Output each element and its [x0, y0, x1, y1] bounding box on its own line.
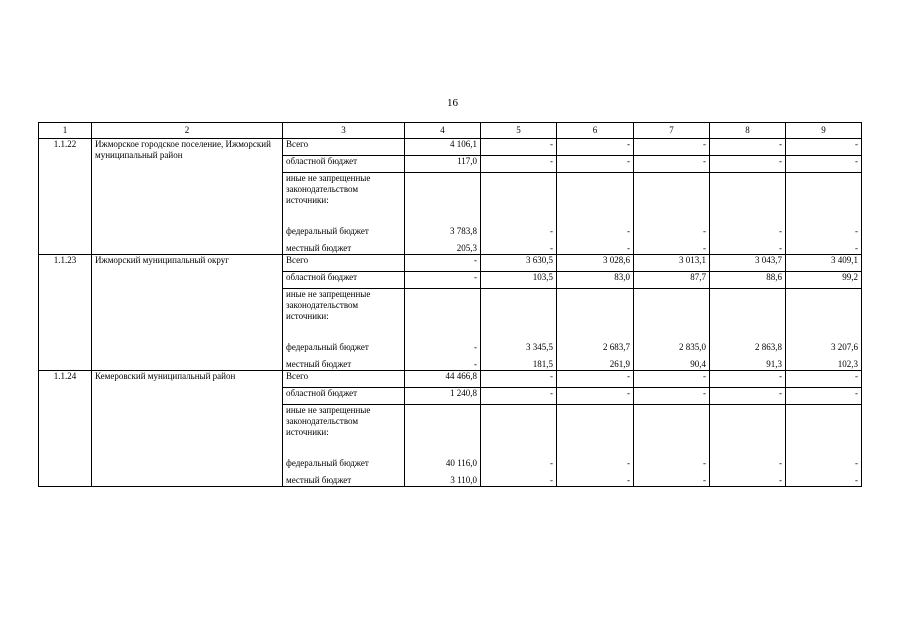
column-header: 1	[39, 123, 92, 139]
value-cell: -	[405, 272, 481, 289]
value-cell	[710, 405, 786, 452]
value-cell: 4 106,1	[405, 139, 481, 156]
value-cell: -	[710, 451, 786, 469]
value-cell	[557, 405, 634, 452]
item-code: 1.1.24	[39, 371, 92, 487]
value-cell: -	[481, 469, 557, 487]
value-cell: -	[557, 451, 634, 469]
value-cell: 3 028,6	[557, 255, 634, 272]
value-cell: 88,6	[710, 272, 786, 289]
funding-source-label: местный бюджет	[283, 237, 405, 255]
value-cell: 44 466,8	[405, 371, 481, 388]
value-cell: 90,4	[634, 353, 710, 371]
column-header: 5	[481, 123, 557, 139]
funding-source-label: иные не запрещенные законодательством источники:	[283, 173, 405, 220]
value-cell: -	[710, 388, 786, 405]
value-cell: -	[634, 451, 710, 469]
funding-source-label: иные не запрещенные законодательством источники:	[283, 405, 405, 452]
value-cell	[405, 289, 481, 336]
value-cell: 3 630,5	[481, 255, 557, 272]
row-total	[39, 139, 862, 156]
row-total	[39, 371, 862, 388]
funding-source-label: федеральный бюджет	[283, 335, 405, 353]
value-cell: -	[481, 388, 557, 405]
value-cell: 87,7	[634, 272, 710, 289]
value-cell: -	[481, 237, 557, 255]
value-cell: 102,3	[786, 353, 862, 371]
value-cell	[786, 173, 862, 220]
value-cell: -	[557, 237, 634, 255]
column-header: 7	[634, 123, 710, 139]
funding-source-label: иные не запрещенные законодательством источники:	[283, 289, 405, 336]
value-cell: -	[557, 469, 634, 487]
value-cell: 2 835,0	[634, 335, 710, 353]
value-cell: 3 043,7	[710, 255, 786, 272]
funding-source-label: федеральный бюджет	[283, 451, 405, 469]
value-cell: -	[710, 139, 786, 156]
funding-source-label: местный бюджет	[283, 353, 405, 371]
value-cell: 40 116,0	[405, 451, 481, 469]
value-cell: -	[786, 388, 862, 405]
value-cell: -	[405, 335, 481, 353]
value-cell	[481, 405, 557, 452]
value-cell: 3 409,1	[786, 255, 862, 272]
item-name: Кемеровский муниципальный район	[92, 371, 283, 487]
value-cell	[405, 173, 481, 220]
value-cell	[634, 173, 710, 220]
value-cell: 181,5	[481, 353, 557, 371]
value-cell: -	[786, 469, 862, 487]
value-cell: -	[634, 219, 710, 237]
item-name: Ижморский муниципальный округ	[92, 255, 283, 371]
value-cell: -	[557, 219, 634, 237]
value-cell: -	[710, 469, 786, 487]
value-cell: -	[786, 139, 862, 156]
value-cell: 205,3	[405, 237, 481, 255]
value-cell	[710, 289, 786, 336]
funding-source-label: Всего	[283, 255, 405, 272]
value-cell: -	[557, 371, 634, 388]
value-cell: -	[634, 388, 710, 405]
value-cell: 99,2	[786, 272, 862, 289]
value-cell: 117,0	[405, 156, 481, 173]
value-cell: -	[405, 353, 481, 371]
column-header: 3	[283, 123, 405, 139]
value-cell: -	[786, 237, 862, 255]
item-code: 1.1.23	[39, 255, 92, 371]
funding-source-label: Всего	[283, 139, 405, 156]
value-cell: -	[634, 237, 710, 255]
item-code: 1.1.22	[39, 139, 92, 255]
value-cell: -	[634, 139, 710, 156]
value-cell: -	[481, 139, 557, 156]
value-cell	[405, 405, 481, 452]
page-number: 16	[447, 97, 458, 109]
value-cell: -	[710, 237, 786, 255]
row-total	[39, 255, 862, 272]
value-cell: 3 783,8	[405, 219, 481, 237]
funding-source-label: областной бюджет	[283, 156, 405, 173]
header-row	[39, 123, 862, 139]
value-cell: 1 240,8	[405, 388, 481, 405]
value-cell: -	[557, 388, 634, 405]
value-cell: -	[710, 371, 786, 388]
value-cell: -	[786, 156, 862, 173]
value-cell: -	[557, 139, 634, 156]
column-header: 2	[92, 123, 283, 139]
funding-source-label: областной бюджет	[283, 388, 405, 405]
value-cell	[634, 405, 710, 452]
value-cell	[557, 173, 634, 220]
value-cell: 3 013,1	[634, 255, 710, 272]
value-cell	[786, 289, 862, 336]
value-cell: -	[481, 156, 557, 173]
value-cell: -	[557, 156, 634, 173]
column-header: 8	[710, 123, 786, 139]
value-cell: 261,9	[557, 353, 634, 371]
value-cell: -	[634, 371, 710, 388]
value-cell: 83,0	[557, 272, 634, 289]
value-cell	[557, 289, 634, 336]
column-header: 9	[786, 123, 862, 139]
value-cell: 3 110,0	[405, 469, 481, 487]
budget-table	[38, 122, 862, 487]
value-cell	[634, 289, 710, 336]
value-cell: 91,3	[710, 353, 786, 371]
item-name: Ижморское городское поселение, Ижморский муниципальный район	[92, 139, 283, 255]
value-cell: 2 683,7	[557, 335, 634, 353]
value-cell: -	[786, 219, 862, 237]
value-cell: -	[634, 156, 710, 173]
column-header: 4	[405, 123, 481, 139]
column-header: 6	[557, 123, 634, 139]
value-cell: -	[405, 255, 481, 272]
funding-source-label: областной бюджет	[283, 272, 405, 289]
value-cell: -	[710, 156, 786, 173]
value-cell: -	[481, 451, 557, 469]
value-cell: 3 207,6	[786, 335, 862, 353]
value-cell: 3 345,5	[481, 335, 557, 353]
value-cell: -	[710, 219, 786, 237]
funding-source-label: Всего	[283, 371, 405, 388]
value-cell	[786, 405, 862, 452]
value-cell: 103,5	[481, 272, 557, 289]
value-cell	[710, 173, 786, 220]
value-cell: 2 863,8	[710, 335, 786, 353]
value-cell: -	[481, 219, 557, 237]
funding-source-label: местный бюджет	[283, 469, 405, 487]
value-cell: -	[634, 469, 710, 487]
value-cell	[481, 173, 557, 220]
value-cell: -	[786, 451, 862, 469]
value-cell: -	[786, 371, 862, 388]
value-cell: -	[481, 371, 557, 388]
funding-source-label: федеральный бюджет	[283, 219, 405, 237]
value-cell	[481, 289, 557, 336]
